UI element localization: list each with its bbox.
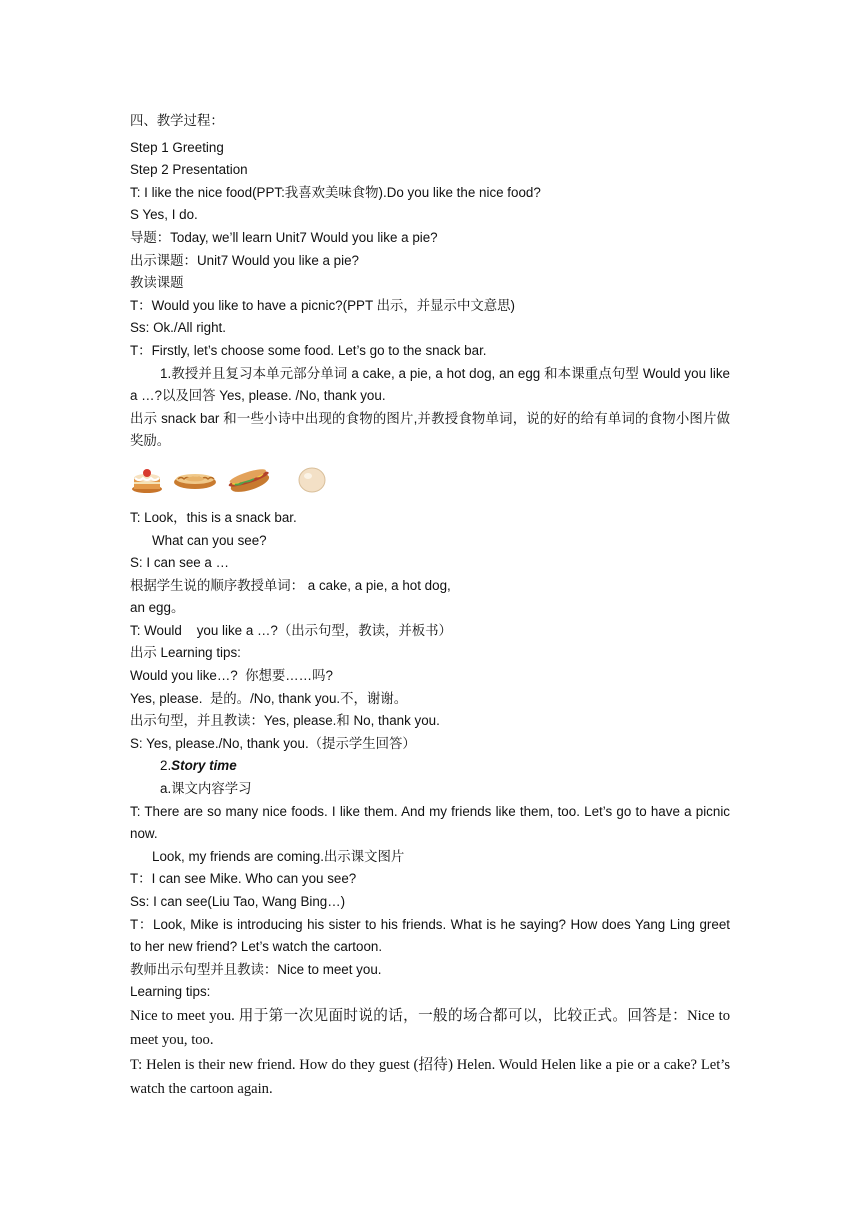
hot-dog-icon <box>226 465 272 495</box>
food-images-row <box>130 453 730 507</box>
text-line: S: I can see a … <box>130 555 229 571</box>
story-number: 2. <box>160 758 172 774</box>
text-line: S: Yes, please./No, thank you.（提示学生回答） <box>130 735 416 751</box>
text-line: 教读课题 <box>130 275 184 291</box>
text-line: Look, my friends are coming.出示课文图片 <box>152 848 405 864</box>
text-line: 教师出示句型并且教读：Nice to meet you. <box>130 961 382 977</box>
story-title: Story time <box>171 758 237 774</box>
text-line: Ss: I can see(Liu Tao, Wang Bing…) <box>130 894 346 909</box>
section-heading: 四、教学过程： <box>130 113 224 128</box>
story-subheading: a.课文内容学习 <box>160 781 252 797</box>
text-line: S Yes, I do. <box>130 207 198 223</box>
text-line: 出示句型，并且教读：Yes, please.和 No, thank you. <box>130 713 440 729</box>
nice-foods-paragraph: T: There are so many nice foods. I like them. And my friends like them, too. Let’s go to have a picnic now. <box>130 803 730 842</box>
text-line: T: Look，this is a snack bar. <box>130 509 297 525</box>
text-line: 出示课题：Unit7 Would you like a pie? <box>130 252 359 268</box>
text-line: T：I can see Mike. Who can you see? <box>130 871 357 887</box>
cake-icon <box>130 465 164 495</box>
text-line: 导题：Today, we’ll learn Unit7 Would you like a pie? <box>130 229 438 245</box>
text-line: 出示 Learning tips: <box>130 645 241 661</box>
document-page <box>130 110 730 1102</box>
text-line: Step 2 Presentation <box>130 162 248 178</box>
text-line: Learning tips: <box>130 984 211 1000</box>
text-line: Step 1 Greeting <box>130 139 224 155</box>
mike-paragraph: T：Look, Mike is introducing his sister to his friends. What is he saying? How does Yang Ling greet to her new friend? Let’s watch the cartoon. <box>130 916 730 955</box>
text-line: Would you like…? 你想要……吗? <box>130 668 333 684</box>
show-paragraph: 出示 snack bar 和一些小诗中出现的食物的图片,并教授食物单词，说的好的给有单词的食物小图片做奖励。 <box>130 410 730 449</box>
text-line: Yes, please. 是的。/No, thank you.不，谢谢。 <box>130 690 408 706</box>
text-line: T：Firstly, let’s choose some food. Let’s go to the snack bar. <box>130 342 487 358</box>
pie-icon <box>172 468 218 492</box>
story-time-heading <box>130 755 730 778</box>
nice-to-meet-paragraph: Nice to meet you. 用于第一次见面时说的话，一般的场合都可以，比较正式。回答是：Nice to meet you, too. <box>130 1007 730 1049</box>
text-line: Ss: Ok./All right. <box>130 320 226 336</box>
teach-paragraph: 1.教授并且复习本单元部分单词 a cake, a pie, a hot dog, an egg 和本课重点句型 Would you like a …?以及回答 Yes, please. /No, thank you. <box>130 365 730 404</box>
text-line: What can you see? <box>152 532 267 548</box>
helen-paragraph: T: Helen is their new friend. How do they guest (招待) Helen. Would Helen like a pie or a cake? Let’s watch the cartoon again. <box>130 1056 730 1098</box>
text-line: 根据学生说的顺序教授单词： a cake, a pie, a hot dog, <box>130 577 451 593</box>
text-line: an egg。 <box>130 600 185 616</box>
text-line: T: Would you like a …?（出示句型，教读，并板书） <box>130 622 452 638</box>
egg-icon <box>294 465 334 495</box>
text-line: T：Would you like to have a picnic?(PPT 出示，并显示中文意思) <box>130 297 515 313</box>
text-line: T: I like the nice food(PPT:我喜欢美味食物).Do you like the nice food? <box>130 184 541 200</box>
